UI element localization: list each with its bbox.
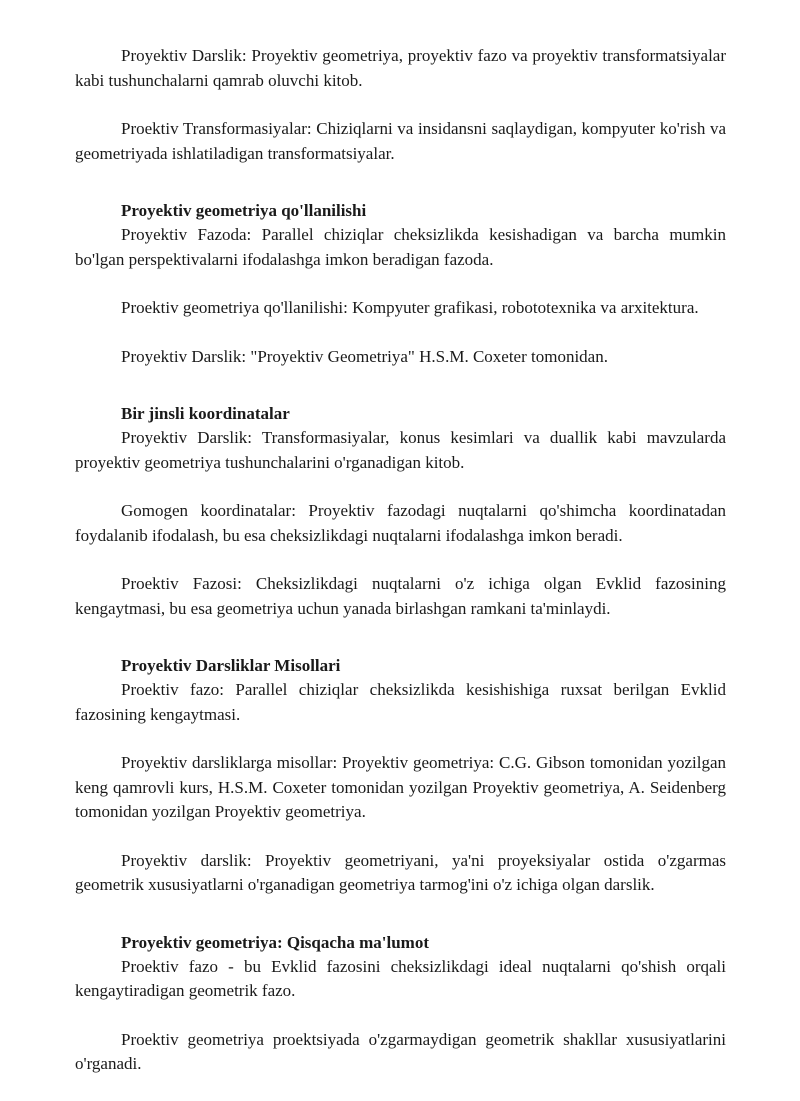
intro-block (75, 44, 726, 166)
paragraph: Proyektiv Fazoda: Parallel chiziqlar cheksizlikda kesishadigan va barcha mumkin bo'lgan perspektivalarni ifodalashga imkon beradigan fazoda. (75, 225, 726, 269)
paragraph: Proektiv geometriya proektsiyada o'zgarmaydigan geometrik shakllar xususiyatlarini o'rganadi. (75, 1029, 726, 1073)
document-page (75, 44, 726, 1101)
paragraph: Proyektiv darslik: Proyektiv geometriyani, ya'ni proyeksiyalar ostida o'zgarmas geometrik xususiyatlarni o'rganadigan geometriya tarmog'ini o'z ichiga olgan darslik. (75, 850, 726, 894)
paragraph: Proektiv fazo - bu Evklid fazosini cheksizlikdagi ideal nuqtalarni qo'shish orqali kengaytiradigan geometrik fazo. (75, 956, 726, 1000)
section-textbook-examples (75, 654, 726, 898)
section-heading: Proyektiv geometriya: Qisqacha ma'lumot (121, 932, 430, 952)
section-heading: Proyektiv geometriya qo'llanilishi (121, 201, 367, 220)
section-heading: Proyektiv Darsliklar Misollari (121, 656, 341, 675)
paragraph: Proektiv geometriya qo'llanilishi: Kompyuter grafikasi, robototexnika va arxitektura. (121, 298, 699, 317)
paragraph: Proyektiv darsliklarga misollar: Proyektiv geometriya: C.G. Gibson tomonidan yozilgan keng qamrovli kurs, H.S.M. Coxeter tomonidan yozilgan Proyektiv geometriya, A. Seidenberg tomonidan yozilgan Proyektiv geometriya. (75, 753, 726, 821)
section-applications (75, 199, 726, 369)
section-homogeneous-coordinates (75, 402, 726, 621)
paragraph: Proyektiv Darslik: Proyektiv geometriya, proyektiv fazo va proyektiv transformatsiyalar kabi tushunchalarni qamrab oluvchi kitob. (75, 46, 726, 90)
paragraph: Proektiv Fazosi: Cheksizlikdagi nuqtalarni o'z ichiga olgan Evklid fazosining kengaytmasi, bu esa geometriya uchun yanada birlashgan ramkani ta'minlaydi. (75, 574, 726, 618)
paragraph: Proektiv Transformasiyalar: Chiziqlarni va insidansni saqlaydigan, kompyuter ko'rish va geometriyada ishlatiladigan transformatsiyalar. (75, 119, 726, 163)
paragraph: Proektiv fazo: Parallel chiziqlar cheksizlikda kesishishiga ruxsat berilgan Evklid fazosining kengaytmasi. (75, 680, 726, 724)
paragraph: Proyektiv Darslik: "Proyektiv Geometriya" H.S.M. Coxeter tomonidan. (121, 346, 608, 366)
section-summary (75, 931, 726, 1077)
section-heading: Bir jinsli koordinatalar (121, 404, 290, 423)
paragraph: Gomogen koordinatalar: Proyektiv fazodagi nuqtalarni qo'shimcha koordinatadan foydalanib ifodalash, bu esa cheksizlikdagi nuqtalarni ifodalashga imkon beradi. (75, 501, 726, 545)
paragraph: Proyektiv Darslik: Transformasiyalar, konus kesimlari va duallik kabi mavzularda proyektiv geometriya tushunchalarini o'rganadigan kitob. (75, 428, 726, 472)
